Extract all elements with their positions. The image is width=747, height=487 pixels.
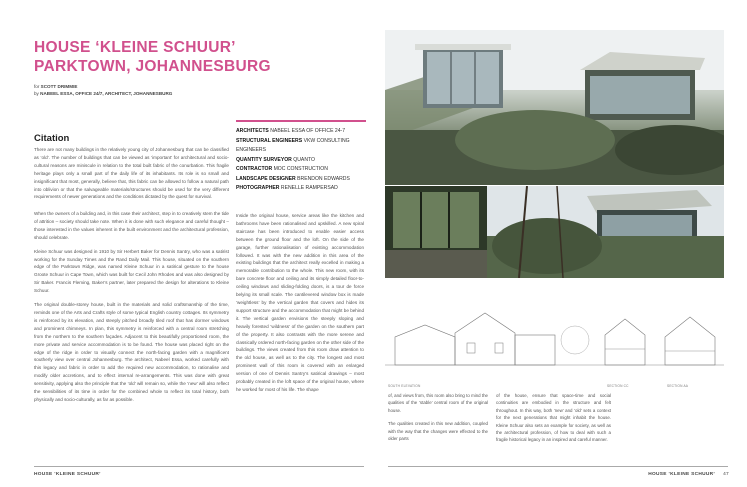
article-title	[34, 38, 271, 76]
project-credits	[236, 127, 366, 194]
section-heading-citation: Citation	[34, 133, 70, 144]
citation-column-middle	[236, 212, 364, 400]
caption-section-aa: SECTION AA	[667, 384, 689, 388]
paragraph: When the owners of a building and, in this case their architect, step in to creatively stem the tide of attrition – society should take note. When it is done with such elegance and careful thought – those interested in the values inherent in the built environment and the architectural profession, should celebrate.	[34, 211, 229, 240]
accent-rule	[236, 120, 366, 122]
caption-section-cc: SECTION CC	[607, 384, 629, 388]
footer-left: HOUSE ‘KLEINE SCHUUR’	[34, 472, 101, 477]
cantilever-box-illustration	[487, 186, 724, 278]
paragraph: There are not many buildings in the relatively young city of Johannesburg that can be classified as ‘old’. The number of buildings that can be viewed as ‘important’ for architectural and socio-cultural reasons are miniscule in relation to the total built fabric of the conurbation. This fragile heritage plays only a small part of the daily life of its inhabitants. Its role is so small and insignificant that most, generally, believe that, this fabric can be allowed to follow a natural path into oblivion or that the salvageable materials/structures should be used for the very different requirements of newer generations and the conditions dictated by the quest for survival.	[34, 147, 229, 200]
paragraph: Inside the original house, service areas like the kitchen and bathrooms have been rationalised and upskilled. A new spiral staircase has been introduced to enable easier access between the ground floor and the loft. On the side of the garage, further rationalisation of existing accommodation followed. It was with the new addition in this area of the existing buildings that the architect really excelled in making a memorable contribution to the whole. This new room, with its bare concrete floor and ceiling and its simply detailed floor-to-ceiling windows and sliding-folding doors, is a tour de force belying its small scale. The cantilevered window box is made ‘weightless’ by the vertical garden that covers and hides its support structure and the accommodation that might be behind it. The vertical garden envisions the steeply sloping and heavily forested ‘wildness’ of the garden on the southern part of the property. It also contrasts with the more serene and classically ordered north-facing garden on the other side of the buildings. The views created from this room draw attention to the old house, as well as to the city. The longest and most prominent wall of this room is covered with an enlarged version of one of Dennis Santry’s satirical drawings – most probably created in the loft space of the original house, where he worked for most of his life. The shape	[236, 213, 364, 392]
footer-rule	[34, 466, 364, 467]
credit-qs: QUANTITY SURVEYOR QUANTO	[236, 156, 315, 163]
exterior-photo-large	[385, 30, 724, 185]
credit-architects: ARCHITECTS NABEEL ESSA OF OFFICE 24-7	[236, 128, 346, 134]
paragraph: The original double-storey house, built in the materials and solid craftsmanship of the time, reminds one of the Arts and Crafts style of some typical English country cottages. Its symmetry is reinforced by its elevation, and steeply pitched broadly tiled roof that has dormer windows and prominent chimneys. In plan, this symmetry is reinforced with a central room stretching from the northern to the southern façades. Adjacent to this beautifully proportioned room, the more private and service accommodation is to be found. The house was placed right on the edge of the ridge in order to visually connect the north-facing garden with a magnificent southerly view over central Johannesburg. The architect, Nabeel Essa, worked carefully with this legacy and fabric in order to add the required new accommodation, to rationalise and modify older accretions, and to effect internal re-arrangements. This was done with great sensitivity, applying also the principle that the ‘old’ will remain so, while the ‘new’ will also reflect the sensibilities of its time in order for the combined whole to reflect its total history, both physically and socio-culturally, as far as possible.	[34, 302, 229, 402]
caption-south-elevation: SOUTH ELEVATION	[388, 384, 421, 388]
page-number: 47	[723, 472, 729, 477]
citation-column-top	[34, 146, 229, 207]
credit-contractor: CONTRACTOR MOC CONSTRUCTION	[236, 166, 328, 172]
footer-rule-right	[388, 466, 728, 467]
citation-column-left	[34, 210, 229, 410]
credit-landscape: LANDSCAPE DESIGNER BRENDON EDWARDS	[236, 175, 350, 182]
right-text-col-2: of the house, ensure that space-time and social continuities are embodied in the structure and felt throughout. In this way, both ‘new’ and ‘old’ sets a context for the next generations that might inhabit the house. Kleine Schuur also sets an example for society, as well as the architectural profession, of how to deal with such a fragile historical legacy in an inspired and careful manner.	[496, 393, 611, 443]
credit-structural: STRUCTURAL ENGINEERS VKW CONSULTING ENGINEERS	[236, 137, 350, 153]
byline-for: for SCOTT DRIMMIE	[34, 84, 78, 89]
interior-view-illustration	[385, 186, 487, 278]
exterior-photo-right	[487, 186, 724, 278]
title-line-2: PARKTOWN, JOHANNESBURG	[34, 58, 271, 75]
architectural-drawings	[385, 285, 724, 383]
right-page	[374, 0, 747, 487]
footer-right: HOUSE ‘KLEINE SCHUUR’ 47	[648, 472, 729, 477]
credit-photographer: PHOTOGRAPHER RENELLE RAMPERSAD	[236, 185, 338, 191]
elevation-section-drawings	[385, 285, 724, 383]
title-line-1: HOUSE ‘KLEINE SCHUUR’	[34, 39, 236, 56]
house-glass-box-illustration	[385, 30, 724, 185]
interior-photo-left	[385, 186, 487, 278]
right-text-col-1: of, and views from, this room also bring to mind the qualities of the ‘stable’ central room of the original house. The qualities created in this new addition, coupled with the way that the changes were effected to the older parts	[388, 393, 488, 442]
paragraph: Kleine Schuur was designed in 1910 by Sir Herbert Baker for Dennis Santry, who was a satirist working for the Sunday Times and the Rand Daily Mail. This house, situated on the southern edge of the Parktown Ridge, was named Kleine Schuur in a satirical gesture to the house Groote Schuur in Cape Town, which was built for Cecil John Rhodes and was also designed by Sir Baker. Francis Fleming, Baker’s partner, later prepared the design for alterations to Kleine Schuur.	[34, 248, 229, 294]
byline-by: by NABEEL ESSA, OFFICE 24/7, ARCHITECT, JOHANNESBURG	[34, 91, 173, 96]
